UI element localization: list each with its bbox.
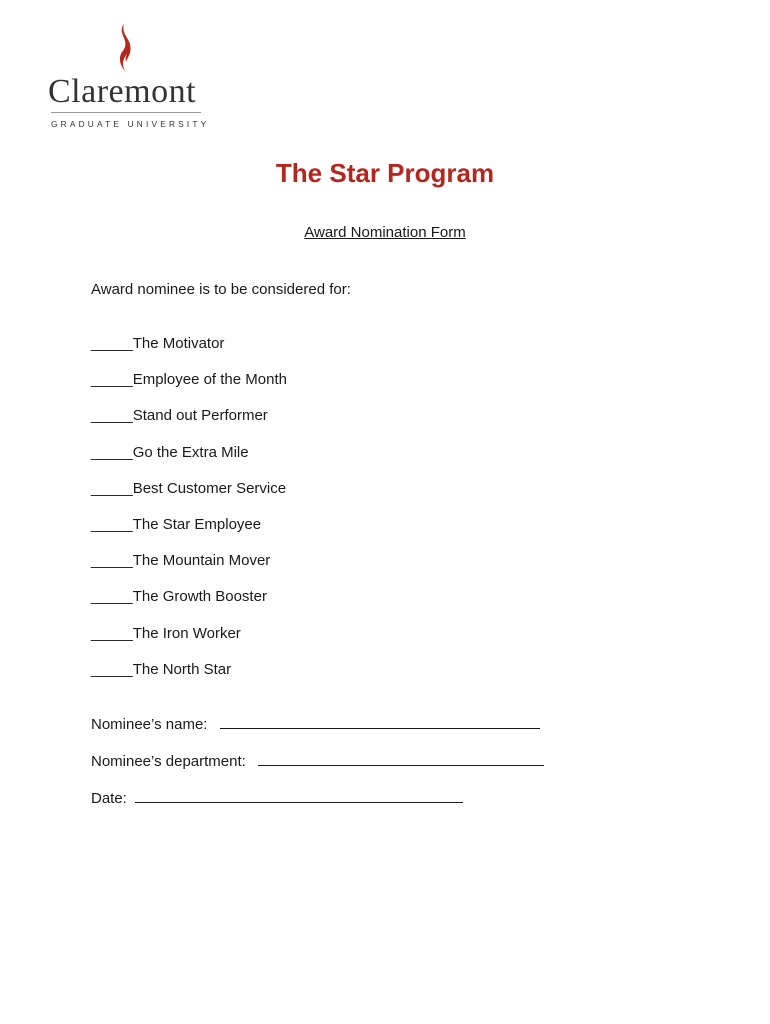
date-label: Date:	[91, 790, 127, 807]
form-subtitle	[0, 224, 770, 242]
flame-icon	[110, 22, 138, 76]
award-option-growth-booster[interactable]: _____The Growth Booster	[91, 588, 267, 606]
form-subtitle-text: Award Nomination Form	[304, 224, 466, 241]
nominee-name-label: Nominee’s name:	[91, 716, 208, 733]
award-option-stand-out-performer[interactable]: _____Stand out Performer	[91, 407, 268, 425]
nominee-name-field[interactable]	[220, 714, 540, 729]
logo-divider	[51, 112, 201, 113]
award-options-list	[91, 335, 287, 697]
page-title: The Star Program	[275, 158, 495, 188]
award-option-mountain-mover[interactable]: _____The Mountain Mover	[91, 552, 271, 570]
university-logo	[48, 22, 208, 134]
nominee-department-label: Nominee’s department:	[91, 753, 246, 770]
nominee-department-field[interactable]	[258, 751, 544, 766]
award-option-iron-worker[interactable]: _____The Iron Worker	[91, 624, 241, 642]
date-row	[91, 788, 463, 808]
nominee-name-row	[91, 714, 540, 734]
award-option-motivator[interactable]: _____The Motivator	[91, 335, 225, 352]
award-prompt: Award nominee is to be considered for:	[91, 281, 351, 298]
date-field[interactable]	[135, 788, 463, 803]
logo-wordmark: Claremont	[48, 73, 197, 110]
award-option-north-star[interactable]: _____The North Star	[91, 660, 232, 678]
award-option-customer-service[interactable]: _____Best Customer Service	[91, 479, 287, 497]
award-option-extra-mile[interactable]: _____Go the Extra Mile	[91, 443, 249, 461]
award-option-employee-of-month[interactable]: _____Employee of the Month	[91, 371, 287, 389]
nominee-department-row	[91, 751, 544, 771]
award-option-star-employee[interactable]: _____The Star Employee	[91, 515, 262, 533]
logo-subtitle: GRADUATE UNIVERSITY	[51, 119, 210, 129]
